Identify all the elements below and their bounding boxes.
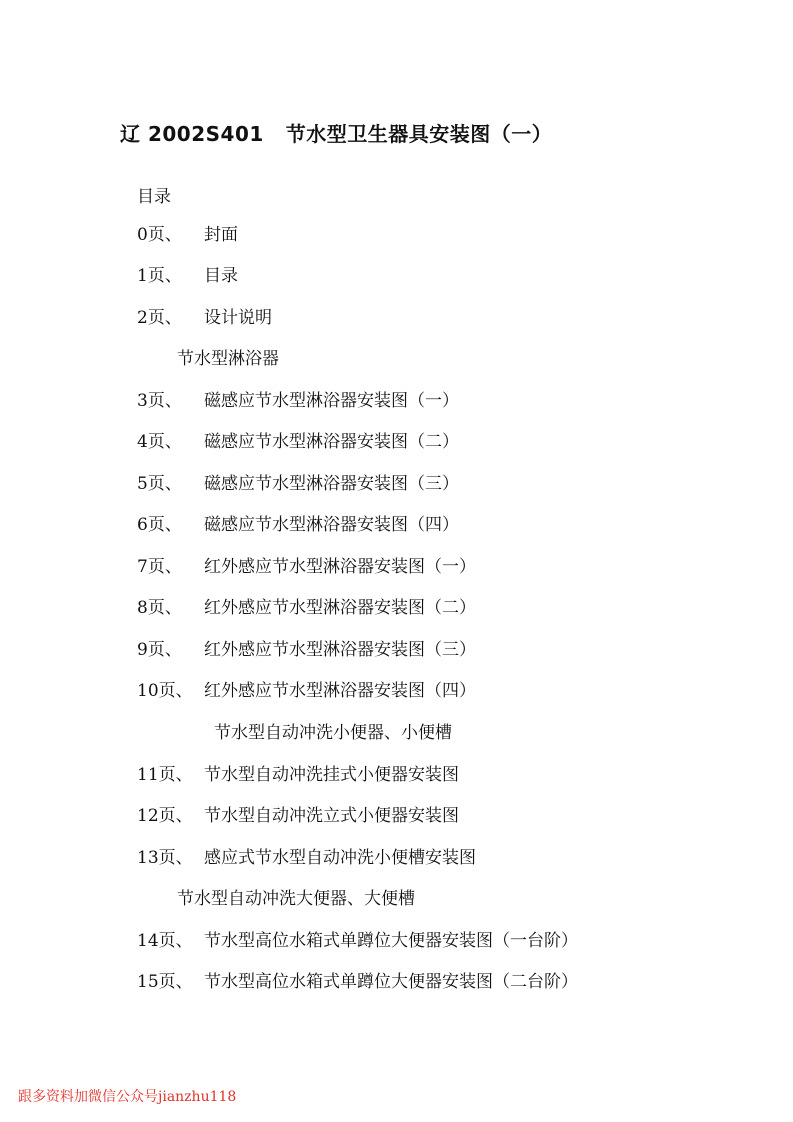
- toc-entry: 磁感应节水型淋浴器安装图（三）: [204, 474, 459, 494]
- toc-page-number: 8页、: [137, 598, 182, 618]
- toc-row: [137, 555, 476, 579]
- toc-row: [137, 929, 578, 953]
- toc-page-number: 10页、: [137, 681, 193, 701]
- toc-entry: 节水型自动冲洗挂式小便器安装图: [204, 765, 459, 785]
- toc-row: [137, 804, 459, 828]
- toc-entry: 磁感应节水型淋浴器安装图（一）: [204, 391, 459, 411]
- toc-row: [137, 472, 459, 496]
- toc-row: [137, 679, 476, 703]
- toc-row: [137, 264, 238, 288]
- toc-entry: 红外感应节水型淋浴器安装图（一）: [204, 557, 476, 577]
- watermark-text: 跟多资料加微信公众号jianzhu118: [18, 1089, 237, 1105]
- toc-entry: 设计说明: [204, 308, 272, 328]
- toc-entry: 磁感应节水型淋浴器安装图（二）: [204, 432, 459, 452]
- toc-entry: 封面: [204, 225, 238, 245]
- toc-entry: 感应式节水型自动冲洗小便槽安装图: [204, 848, 476, 868]
- toc-page-number: 1页、: [137, 266, 182, 286]
- toc-page-number: 6页、: [137, 515, 182, 535]
- toc-row: [137, 846, 476, 870]
- toc-row: [137, 306, 272, 330]
- toc-page-number: 0页、: [137, 225, 182, 245]
- toc-heading: 目录: [137, 187, 171, 207]
- toc-row: [137, 596, 476, 620]
- toc-page-number: 5页、: [137, 474, 182, 494]
- toc-entry: 目录: [204, 266, 238, 286]
- toc-page-number: 15页、: [137, 972, 193, 992]
- section-heading: 节水型淋浴器: [177, 349, 279, 369]
- toc-page-number: 7页、: [137, 557, 182, 577]
- toc-row: [137, 513, 459, 537]
- toc-row: [137, 389, 459, 413]
- toc-page-number: 12页、: [137, 806, 193, 826]
- toc-page-number: 4页、: [137, 432, 182, 452]
- title-text: 节水型卫生器具安装图（一）: [285, 122, 553, 146]
- toc-row: [137, 763, 459, 787]
- toc-row: [137, 970, 578, 994]
- toc-page-number: 9页、: [137, 640, 182, 660]
- toc-row: [137, 638, 476, 662]
- section-heading: 节水型自动冲洗小便器、小便槽: [214, 723, 452, 743]
- toc-entry: 节水型高位水箱式单蹲位大便器安装图（一台阶）: [204, 931, 578, 951]
- toc-page-number: 13页、: [137, 848, 193, 868]
- toc-row: [137, 430, 459, 454]
- title-code: 辽 2002S401: [120, 122, 264, 146]
- toc-page-number: 3页、: [137, 391, 182, 411]
- toc-entry: 节水型自动冲洗立式小便器安装图: [204, 806, 459, 826]
- toc-page-number: 14页、: [137, 931, 193, 951]
- toc-page-number: 2页、: [137, 308, 182, 328]
- toc-entry: 红外感应节水型淋浴器安装图（二）: [204, 598, 476, 618]
- toc-page-number: 11页、: [137, 765, 193, 785]
- toc-entry: 红外感应节水型淋浴器安装图（四）: [204, 681, 476, 701]
- section-heading: 节水型自动冲洗大便器、大便槽: [177, 889, 415, 909]
- toc-entry: 磁感应节水型淋浴器安装图（四）: [204, 515, 459, 535]
- toc-row: [137, 223, 238, 247]
- toc-entry: 节水型高位水箱式单蹲位大便器安装图（二台阶）: [204, 972, 578, 992]
- toc-entry: 红外感应节水型淋浴器安装图（三）: [204, 640, 476, 660]
